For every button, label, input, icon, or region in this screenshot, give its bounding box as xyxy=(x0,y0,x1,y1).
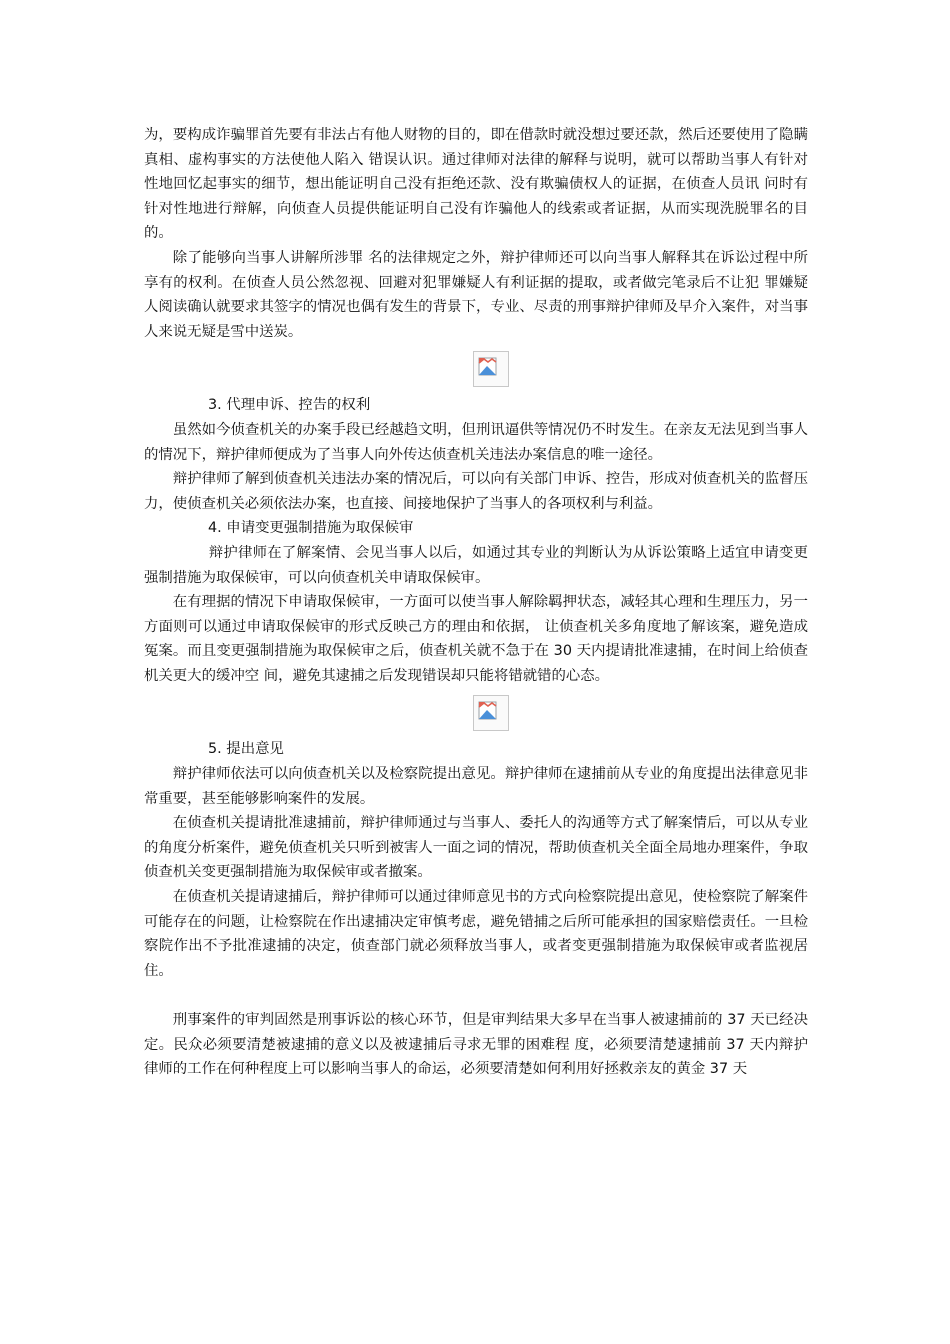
paragraph-bail-benefits: 在有理据的情况下申请取保候审，一方面可以使当事人解除羁押状态，减轻其心理和生理压力，另一方面则可以通过申请取保候审的形式反映己方的理由和依据， 让侦查机关多角度地了解该案，避免造成冤案。而且变更强制措施为取保候审之后，侦查机关就不急于在 30 天内提请批准逮捕，在时间上给侦查机关更大的缓冲空 间，避免其逮捕之后发现错误却只能将错就错的心态。 xyxy=(144,594,808,684)
paragraph-legal-opinion: 辩护律师依法可以向侦查机关以及检察院提出意见。辩护律师在逮捕前从专业的角度提出法律意见非常重要，甚至能够影响案件的发展。 xyxy=(144,766,808,807)
paragraph-fraud-explanation: 为，要构成诈骗罪首先要有非法占有他人财物的目的，即在借款时就没想过要还款，然后还要使用了隐瞒真相、虚构事实的方法使他人陷入 错误认识。通过律师对法律的解释与说明，就可以帮助当事人有针对性地回忆起事实的细节，想出能证明自己没有拒绝还款、没有欺骗债权人的证据，在侦查人员讯 问时有针对性地进行辩解，向侦查人员提供能证明自己没有诈骗他人的线索或者证据，从而实现洗脱罪名的目的。 xyxy=(144,127,808,242)
blank-line xyxy=(144,983,808,1008)
document-page xyxy=(144,123,808,1082)
paragraph-rights-explanation: 除了能够向当事人讲解所涉罪 名的法律规定之外，辩护律师还可以向当事人解释其在诉讼过程中所享有的权利。在侦查人员公然忽视、回避对犯罪嫌疑人有利证据的提取，或者做完笔录后不让犯 罪嫌疑人阅读确认就要求其签字的情况也偶有发生的背景下，专业、尽责的刑事辩护律师及早介入案件，对当事人来说无疑是雪中送炭。 xyxy=(144,249,808,340)
heading-section-3: 3. 代理申诉、控告的权利 xyxy=(208,397,371,414)
paragraph-after-arrest-request: 在侦查机关提请逮捕后，辩护律师可以通过律师意见书的方式向检察院提出意见，使检察院了解案件可能存在的问题，让检察院在作出逮捕决定审慎考虑，避免错捕之后所可能承担的国家赔偿责任。一旦检察院作出不予批准逮捕的决定，侦查部门就必须释放当事人，或者变更强制措施为取保候审或者监视居住。 xyxy=(144,889,808,979)
heading-section-5: 5. 提出意见 xyxy=(208,741,284,758)
paragraph-complaint-supervision: 辩护律师了解到侦查机关违法办案的情况后，可以向有关部门申诉、控告，形成对侦查机关的监督压力，使侦查机关必须依法办案，也直接、间接地保护了当事人的各项权利与利益。 xyxy=(144,471,808,512)
heading-section-4: 4. 申请变更强制措施为取保候审 xyxy=(208,520,414,537)
paragraph-bail-application: 辩护律师在了解案情、会见当事人以后，如通过其专业的判断认为从诉讼策略上适宜申请变更强制措施为取保候审，可以向侦查机关申请取保候审。 xyxy=(144,544,808,586)
image-placeholder-2 xyxy=(144,688,808,737)
broken-image-icon xyxy=(473,695,509,731)
paragraph-before-arrest-request: 在侦查机关提请批准逮捕前，辩护律师通过与当事人、委托人的沟通等方式了解案情后，可以从专业的角度分析案件，避免侦查机关只听到被害人一面之词的情况，帮助侦查机关全面全局地办理案件，争取侦查机关变更强制措施为取保候审或者撤案。 xyxy=(144,815,808,881)
paragraph-conclusion-37-days: 刑事案件的审判固然是刑事诉讼的核心环节，但是审判结果大多早在当事人被逮捕前的 37 天已经决定。民众必须要清楚被逮捕的意义以及被逮捕后寻求无罪的困难程 度，必须要清楚逮捕前 37 天内辩护律师的工作在何种程度上可以影响当事人的命运，必须要清楚如何利用好拯救亲友的黄金 37 天 xyxy=(144,1012,808,1078)
broken-image-icon xyxy=(473,351,509,387)
image-placeholder-1 xyxy=(144,344,808,393)
paragraph-torture-situation: 虽然如今侦查机关的办案手段已经越趋文明，但刑讯逼供等情况仍不时发生。在亲友无法见到当事人的情况下，辩护律师便成为了当事人向外传达侦查机关违法办案信息的唯一途径。 xyxy=(144,421,808,463)
